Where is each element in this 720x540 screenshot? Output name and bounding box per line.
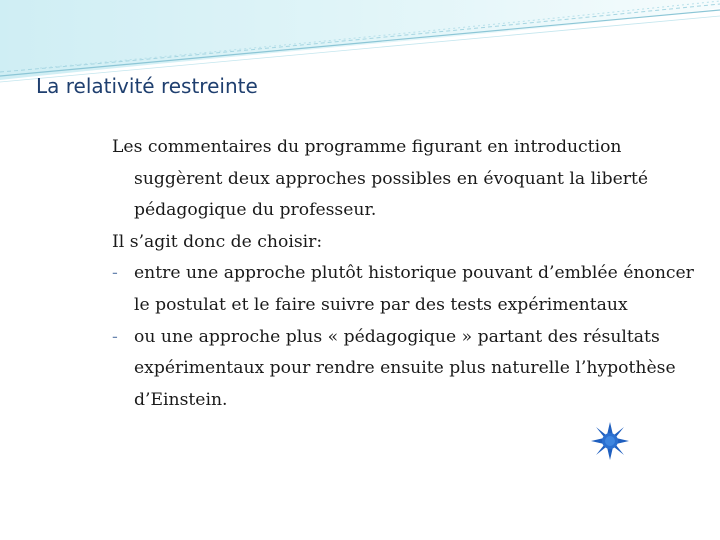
bullet-historical-text: entre une approche plutôt historique pouvant d’emblée énoncer le postulat et le faire suivre par des tests expérimentaux: [134, 263, 694, 315]
bullet-historical: [112, 258, 702, 321]
blue-star-icon: [590, 421, 630, 461]
bullet-dash: -: [112, 326, 118, 347]
bullet-pedagogical-text: ou une approche plus « pédagogique » partant des résultats expérimentaux pour rendre ensuite plus naturelle l’hypothèse d’Einstein.: [134, 326, 676, 410]
slide-body: [112, 132, 702, 416]
bullet-dash: -: [112, 263, 118, 284]
slide-title: La relativité restreinte: [36, 74, 258, 98]
bullet-pedagogical: [112, 322, 702, 417]
choice-paragraph: Il s’agit donc de choisir:: [112, 231, 323, 252]
intro-paragraph: Les commentaires du programme figurant en introduction suggèrent deux approches possibles en évoquant la liberté pédagogique du professeur.: [112, 137, 649, 221]
